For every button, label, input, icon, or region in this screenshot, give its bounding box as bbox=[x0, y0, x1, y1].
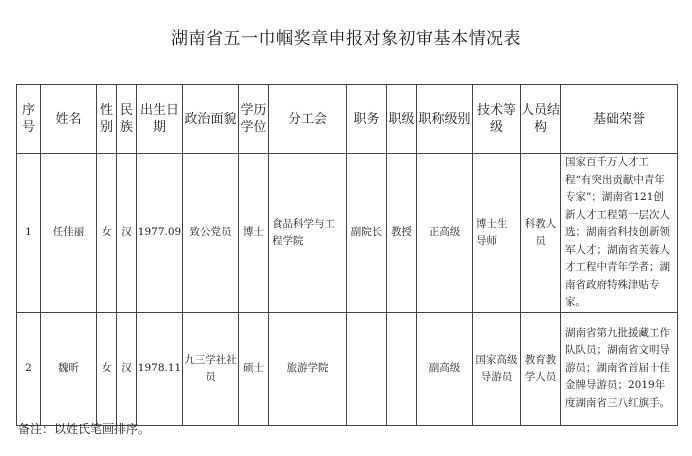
cell-tech: 博士生导师 bbox=[473, 154, 521, 313]
cell-seq: 2 bbox=[17, 312, 41, 425]
cell-struct: 科教人员 bbox=[521, 154, 561, 313]
cell-edu: 博士 bbox=[239, 154, 269, 313]
info-table bbox=[16, 84, 678, 426]
header-name: 姓名 bbox=[41, 85, 97, 154]
cell-tech: 国家高级导游员 bbox=[473, 312, 521, 425]
cell-ethnic: 汉 bbox=[117, 154, 137, 313]
header-seq: 序号 bbox=[17, 85, 41, 154]
page-title: 湖南省五一巾帼奖章申报对象初审基本情况表 bbox=[171, 29, 521, 49]
cell-rank: 教授 bbox=[387, 154, 417, 313]
table-row bbox=[17, 154, 678, 313]
cell-rank bbox=[387, 312, 417, 425]
header-political: 政治面貌 bbox=[183, 85, 239, 154]
cell-ethnic: 汉 bbox=[117, 312, 137, 425]
header-union: 分工会 bbox=[269, 85, 347, 154]
cell-title-rank: 副高级 bbox=[417, 312, 473, 425]
cell-birth: 1977.09 bbox=[137, 154, 183, 313]
header-struct: 人员结构 bbox=[521, 85, 561, 154]
cell-name: 魏昕 bbox=[41, 312, 97, 425]
cell-union: 食品科学与工程学院 bbox=[269, 154, 347, 313]
cell-edu: 硕士 bbox=[239, 312, 269, 425]
header-honors: 基础荣誉 bbox=[561, 85, 678, 154]
cell-union: 旅游学院 bbox=[269, 312, 347, 425]
cell-gender: 女 bbox=[97, 312, 117, 425]
header-birth: 出生日期 bbox=[137, 85, 183, 154]
header-title-rank: 职称级别 bbox=[417, 85, 473, 154]
cell-birth: 1978.11 bbox=[137, 312, 183, 425]
cell-position: 副院长 bbox=[347, 154, 387, 313]
cell-position bbox=[347, 312, 387, 425]
cell-name: 任佳丽 bbox=[41, 154, 97, 313]
cell-title-rank: 正高级 bbox=[417, 154, 473, 313]
header-row bbox=[17, 85, 678, 154]
cell-struct: 教育教学人员 bbox=[521, 312, 561, 425]
cell-gender: 女 bbox=[97, 154, 117, 313]
header-edu: 学历学位 bbox=[239, 85, 269, 154]
table-row bbox=[17, 312, 678, 425]
footnote: 备注：以姓氏笔画排序。 bbox=[18, 422, 151, 436]
header-rank: 职级 bbox=[387, 85, 417, 154]
header-ethnic: 民族 bbox=[117, 85, 137, 154]
cell-political: 致公党员 bbox=[183, 154, 239, 313]
header-position: 职务 bbox=[347, 85, 387, 154]
header-gender: 性别 bbox=[97, 85, 117, 154]
header-tech: 技术等级 bbox=[473, 85, 521, 154]
cell-honors: 湖南省第九批援藏工作队队员；湖南省文明导游员；湖南省首届十佳金牌导游员；2019年度湖南省三八红旗手。 bbox=[561, 312, 678, 425]
cell-political: 九三学社社员 bbox=[183, 312, 239, 425]
cell-honors: 国家百千万人才工程“有突出贡献中青年专家”；湖南省121创新人才工程第一层次人选；湖南省科技创新领军人才；湖南省芙蓉人才工程中青年学者；湖南省政府特殊津贴专家。 bbox=[561, 154, 678, 313]
cell-seq: 1 bbox=[17, 154, 41, 313]
